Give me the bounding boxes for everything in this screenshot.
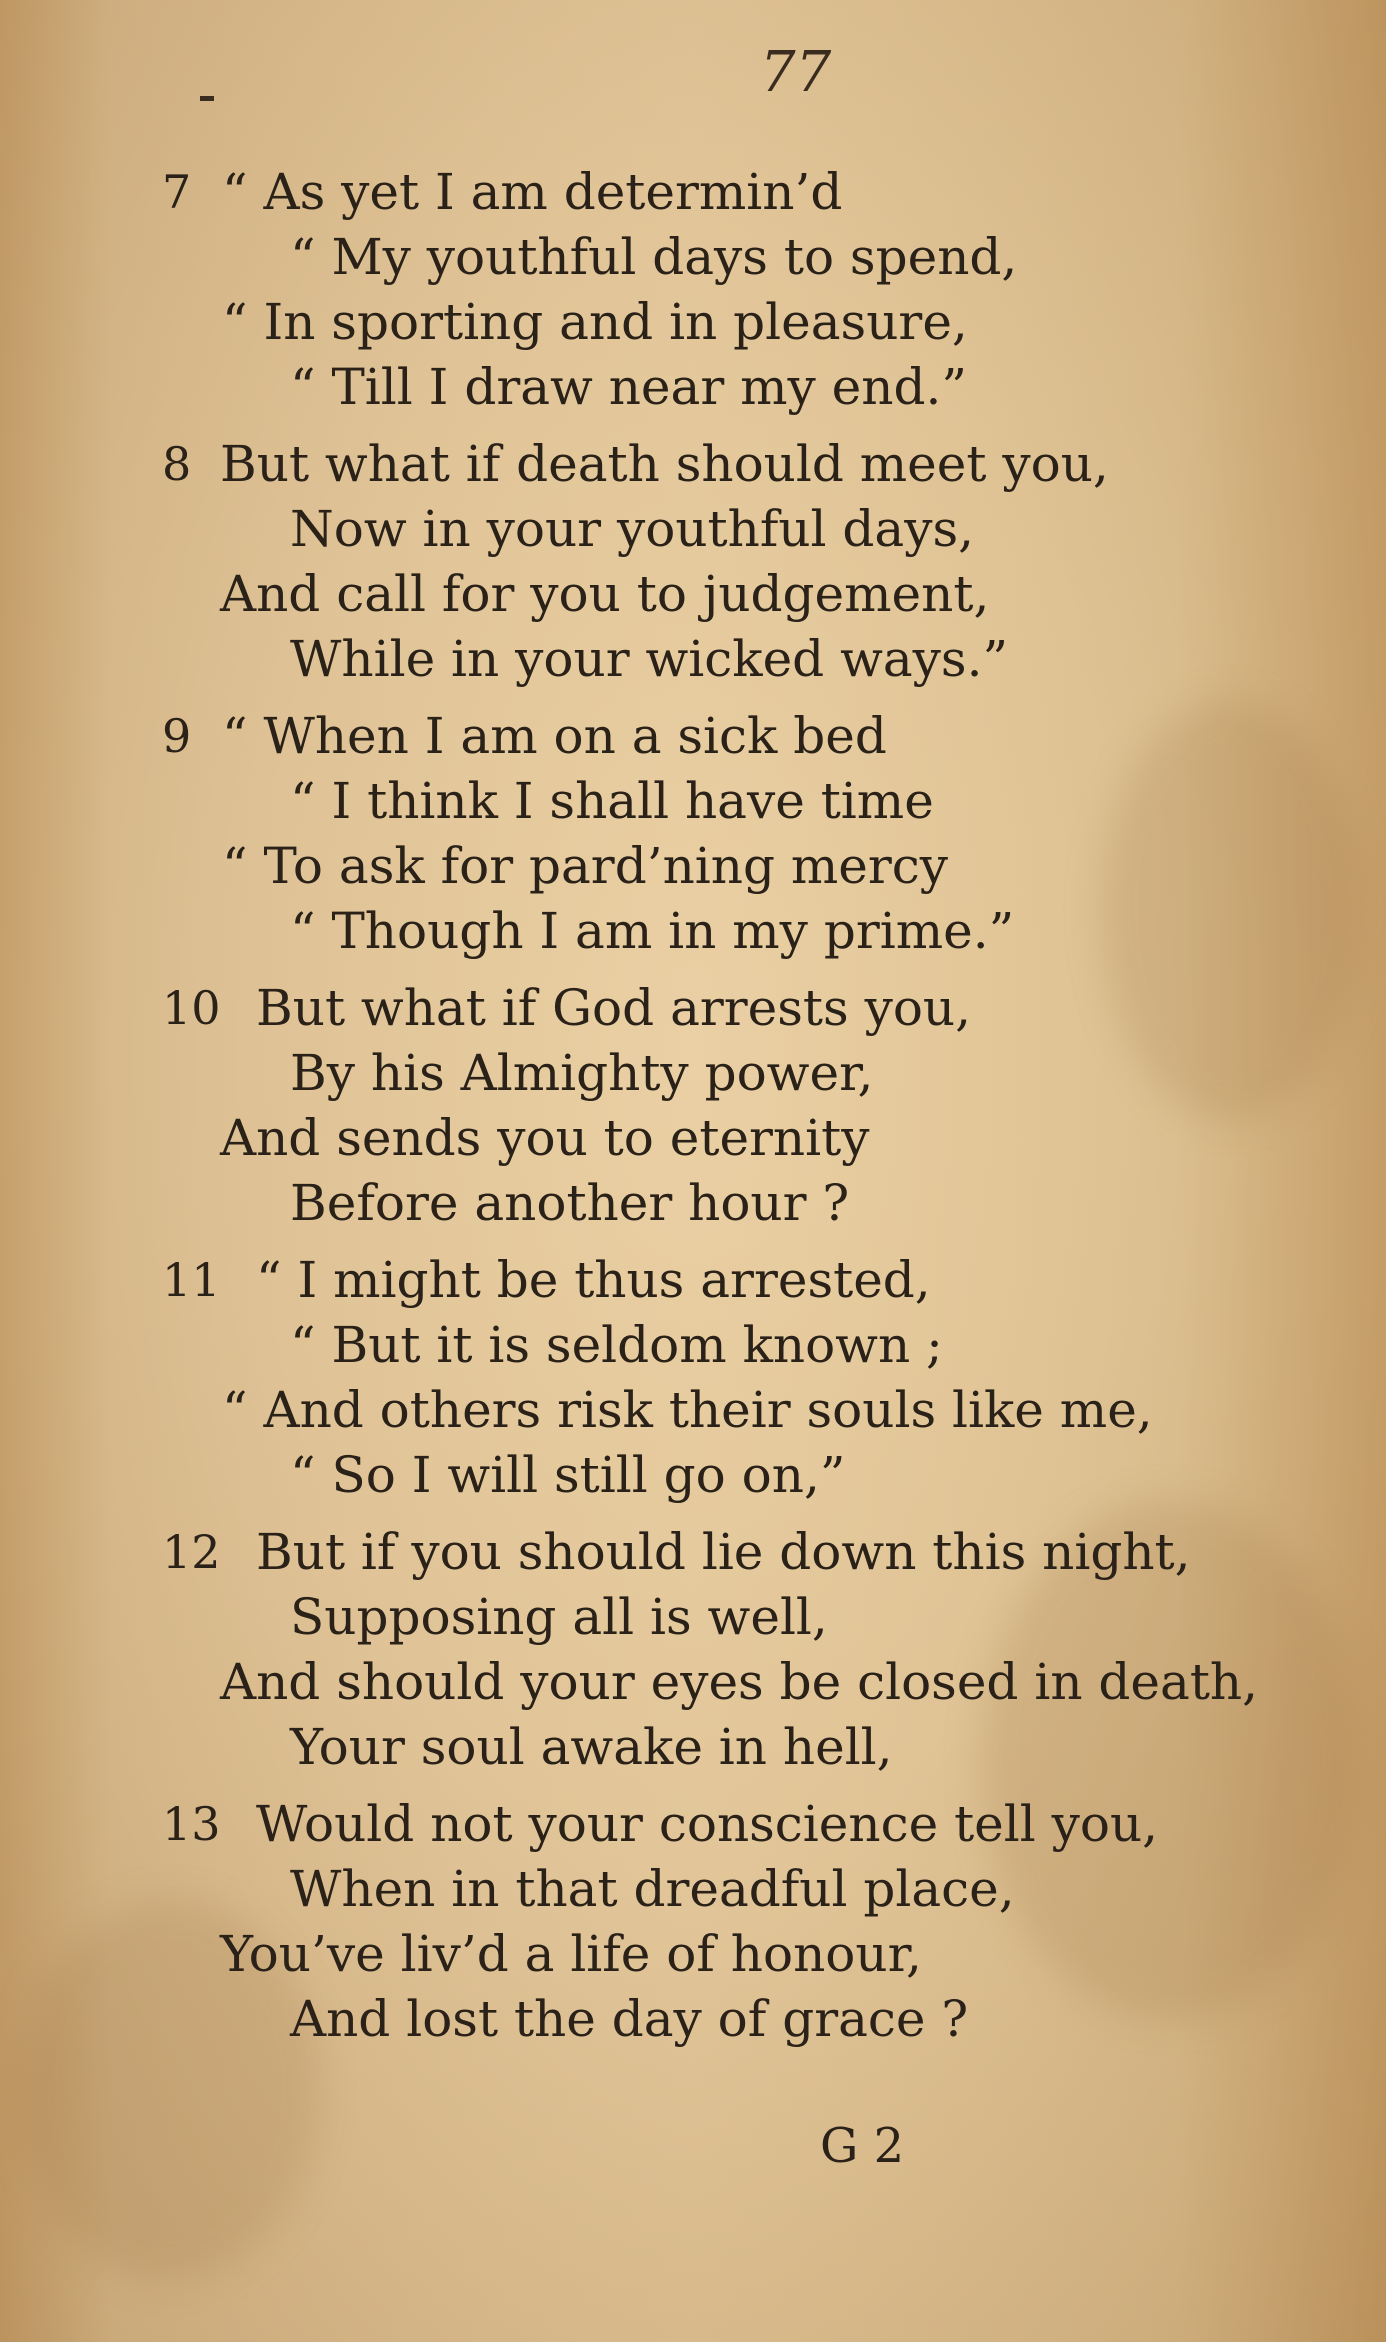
verse-line: You’ve liv’d a life of honour,	[220, 1925, 922, 1983]
verse-line: And should your eyes be closed in death,	[220, 1653, 1259, 1711]
verse-line: While in your wicked ways.”	[290, 630, 1009, 688]
verse-line: “ I think I shall have time	[290, 772, 934, 830]
stanza-11	[0, 1248, 1386, 1508]
stanza-line	[0, 627, 1386, 692]
stanza-line	[0, 1987, 1386, 2052]
stanza-line	[0, 1041, 1386, 1106]
stanza-7	[0, 160, 1386, 420]
verse-line: Before another hour ?	[290, 1174, 850, 1232]
verse-line: Would not your conscience tell you,	[256, 1795, 1159, 1853]
hymn-text	[0, 160, 1386, 2064]
verse-line: By his Almighty power,	[290, 1044, 874, 1102]
stanza-line	[0, 1520, 1386, 1585]
stanza-number: 7	[162, 165, 192, 219]
stanza-line	[0, 1313, 1386, 1378]
verse-line: Supposing all is well,	[290, 1588, 828, 1646]
stanza-number: 11	[162, 1253, 221, 1307]
verse-line: “ Though I am in my prime.”	[290, 902, 1015, 960]
verse-line: Your soul awake in hell,	[290, 1718, 893, 1776]
stanza-line	[0, 834, 1386, 899]
stanza-line	[0, 1715, 1386, 1780]
page-number: 77	[760, 40, 832, 105]
stanza-line	[0, 1106, 1386, 1171]
verse-line: And call for you to judgement,	[220, 565, 990, 623]
print-mark	[200, 96, 214, 101]
stanza-line	[0, 1857, 1386, 1922]
verse-line: When in that dreadful place,	[290, 1860, 1015, 1918]
verse-line: “ And others risk their souls like me,	[222, 1381, 1153, 1439]
stanza-line	[0, 899, 1386, 964]
verse-line: But what if God arrests you,	[256, 979, 972, 1037]
verse-line: And sends you to eternity	[220, 1109, 870, 1167]
stanza-line	[0, 1650, 1386, 1715]
stanza-line	[0, 290, 1386, 355]
verse-line: “ I might be thus arrested,	[256, 1251, 931, 1309]
stanza-line	[0, 1792, 1386, 1857]
stanza-number: 10	[162, 981, 221, 1035]
stanza-line	[0, 1443, 1386, 1508]
verse-line: But if you should lie down this night,	[256, 1523, 1191, 1581]
stanza-line	[0, 225, 1386, 290]
stanza-13	[0, 1792, 1386, 2052]
verse-line: “ But it is seldom known ;	[290, 1316, 943, 1374]
stanza-line	[0, 1922, 1386, 1987]
stanza-number: 13	[162, 1797, 221, 1851]
verse-line: “ So I will still go on,”	[290, 1446, 846, 1504]
stanza-line	[0, 497, 1386, 562]
stanza-12	[0, 1520, 1386, 1780]
stanza-number: 9	[162, 709, 192, 763]
verse-line: Now in your youthful days,	[290, 500, 975, 558]
stanza-line	[0, 562, 1386, 627]
stanza-line	[0, 976, 1386, 1041]
stanza-number: 8	[162, 437, 192, 491]
stanza-line	[0, 704, 1386, 769]
verse-line: “ As yet I am determin’d	[222, 163, 843, 221]
verse-line: “ When I am on a sick bed	[222, 707, 887, 765]
verse-line: And lost the day of grace ?	[290, 1990, 969, 2048]
verse-line: “ To ask for pard’ning mercy	[222, 837, 949, 895]
stanza-line	[0, 160, 1386, 225]
stanza-9	[0, 704, 1386, 964]
stanza-line	[0, 432, 1386, 497]
verse-line: “ Till I draw near my end.”	[290, 358, 967, 416]
stanza-line	[0, 1585, 1386, 1650]
verse-line: But what if death should meet you,	[220, 435, 1109, 493]
stanza-number: 12	[162, 1525, 221, 1579]
stanza-line	[0, 1378, 1386, 1443]
stanza-line	[0, 355, 1386, 420]
verse-line: “ My youthful days to spend,	[290, 228, 1018, 286]
stanza-10	[0, 976, 1386, 1236]
stanza-line	[0, 1171, 1386, 1236]
signature-mark: G 2	[820, 2118, 905, 2174]
verse-line: “ In sporting and in pleasure,	[222, 293, 968, 351]
stanza-8	[0, 432, 1386, 692]
stanza-line	[0, 769, 1386, 834]
stanza-line	[0, 1248, 1386, 1313]
